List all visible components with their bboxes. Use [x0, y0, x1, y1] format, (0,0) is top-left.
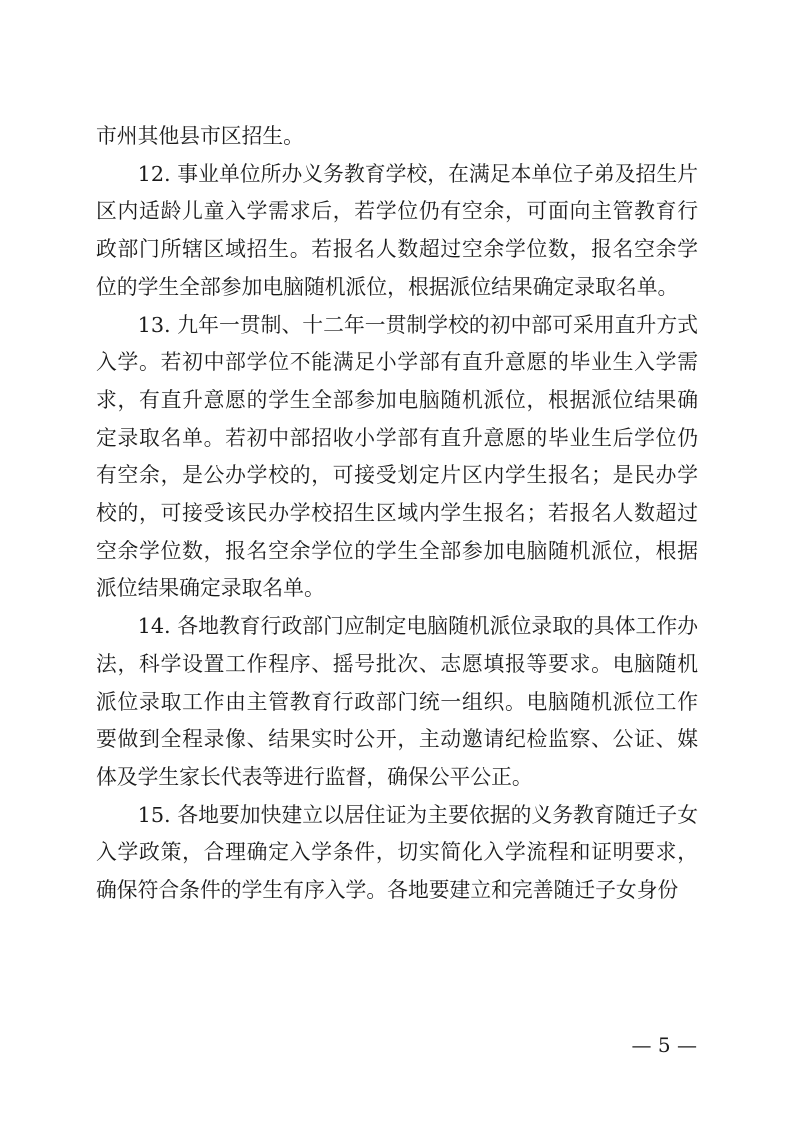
paragraph-item-13: 13. 九年一贯制、十二年一贯制学校的初中部可采用直升方式入学。若初中部学位不能满足小学部有直升意愿的毕业生入学需求，有直升意愿的学生全部参加电脑随机派位，根据派位结果确定录取名单。若初中部招收小学部有直升意愿的毕业生后学位仍有空余，是公办学校的，可接受划定片区内学生报名；是民办学校的，可接受该民办学校招生区域内学生报名；若报名人数超过空余学位数，报名空余学位的学生全部参加电脑随机派位，根据派位结果确定录取名单。 [96, 312, 698, 601]
document-body [96, 118, 698, 910]
paragraph-item-14: 14. 各地教育行政部门应制定电脑随机派位录取的具体工作办法，科学设置工作程序、摇号批次、志愿填报等要求。电脑随机派位录取工作由主管教育行政部门统一组织。电脑随机派位工作要做到全程录像、结果实时公开，主动邀请纪检监察、公证、媒体及学生家长代表等进行监督，确保公平公正。 [96, 614, 698, 789]
page-number: — 5 — [631, 1033, 697, 1057]
paragraph-item-12: 12. 事业单位所办义务教育学校，在满足本单位子弟及招生片区内适龄儿童入学需求后，若学位仍有空余，可面向主管教育行政部门所辖区域招生。若报名人数超过空余学位数，报名空余学位的学生全部参加电脑随机派位，根据派位结果确定录取名单。 [96, 161, 698, 299]
paragraph-continuation: 市州其他县市区招生。 [96, 124, 304, 148]
paragraph-item-15: 15. 各地要加快建立以居住证为主要依据的义务教育随迁子女入学政策，合理确定入学条件，切实简化入学流程和证明要求，确保符合条件的学生有序入学。各地要建立和完善随迁子女身份 [96, 802, 698, 903]
